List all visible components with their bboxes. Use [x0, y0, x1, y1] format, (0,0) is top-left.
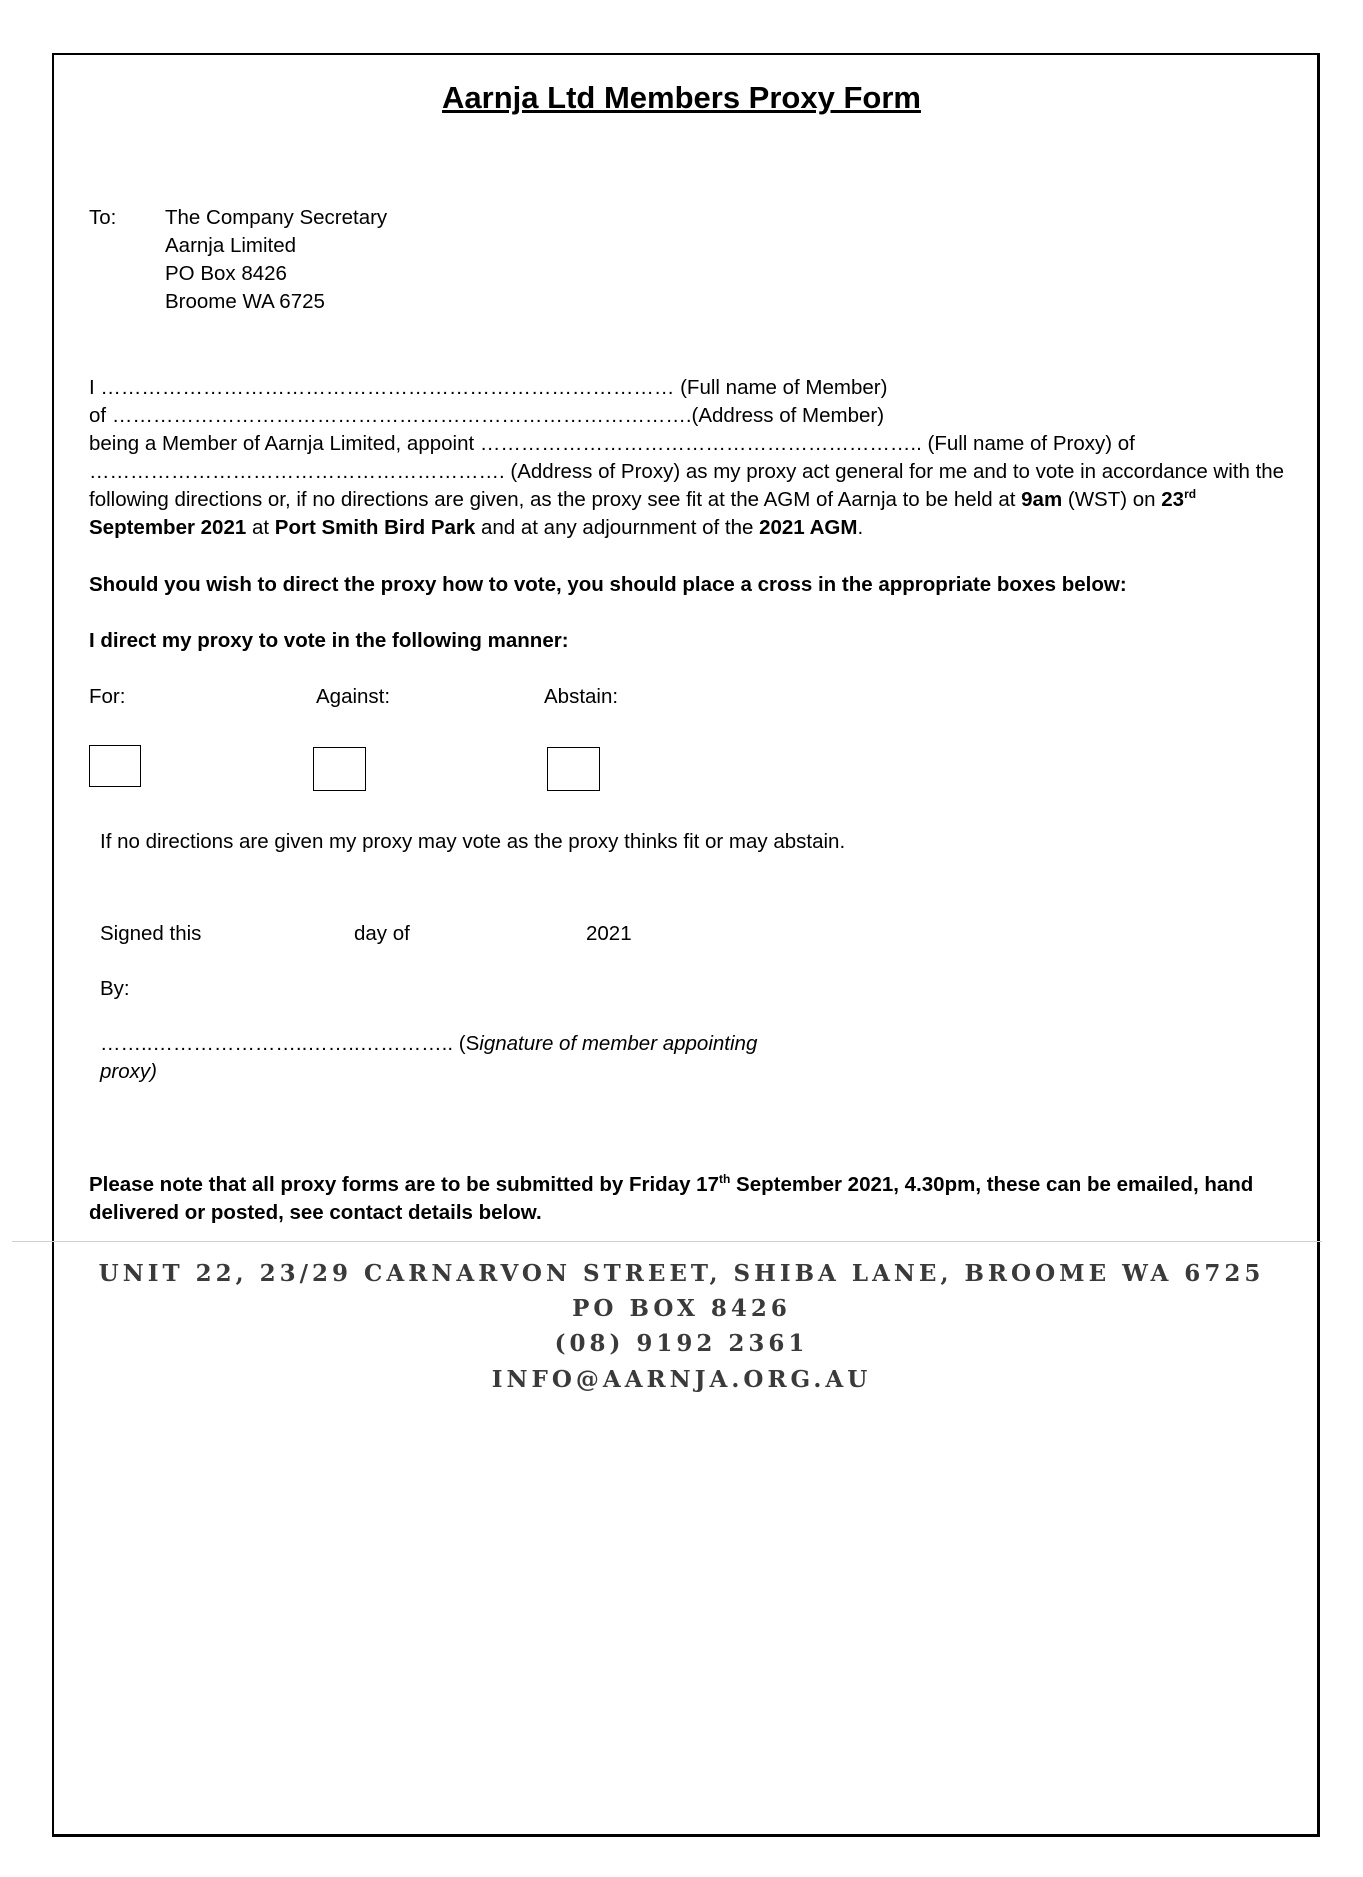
submission-notice-line-2: delivered or posted, see contact details below.	[89, 1201, 542, 1224]
member-address-field[interactable]: ………………………………………………………………………….	[111, 404, 692, 427]
addressee-line-4: Broome WA 6725	[165, 290, 325, 313]
member-address-label: (Address of Member)	[691, 404, 885, 427]
meeting-time: 9am	[1021, 488, 1063, 511]
addressee-line-2: Aarnja Limited	[165, 234, 297, 257]
signature-label: ignature of member appointing	[479, 1032, 758, 1055]
page-border	[52, 53, 1320, 1837]
contact-po-box: PO BOX 8426	[572, 1295, 791, 1322]
signature-open: (S	[458, 1032, 480, 1055]
direct-heading: I direct my proxy to vote in the following manner:	[89, 629, 569, 652]
submission-notice-line-1: Please note that all proxy forms are to be submitted by Friday 17th September 2021, 4.30pm, these can be emailed, hand	[89, 1172, 1254, 1196]
abstain-label: Abstain:	[544, 685, 619, 708]
member-name-line	[89, 374, 887, 402]
against-label: Against:	[316, 685, 391, 708]
abstain-checkbox[interactable]	[547, 747, 600, 791]
meeting-timezone: (WST) on	[1067, 488, 1156, 511]
proxy-name-field[interactable]: ………………………………………………………..	[479, 432, 922, 455]
contact-email: INFO@AARNJA.ORG.AU	[491, 1366, 872, 1393]
no-direction-note: If no directions are given my proxy may vote as the proxy thinks fit or may abstain.	[100, 830, 846, 853]
appoint-text: being a Member of Aarnja Limited, appoint	[89, 432, 475, 455]
to-label: To:	[89, 206, 117, 229]
at-text: at	[251, 516, 270, 539]
contact-address: UNIT 22, 23/29 CARNARVON STREET, SHIBA LANE, BROOME WA 6725	[98, 1260, 1265, 1287]
against-checkbox[interactable]	[313, 747, 366, 791]
meeting-details-line	[89, 514, 863, 542]
meeting-venue: Port Smith Bird Park	[274, 516, 476, 539]
contact-phone: (08) 9192 2361	[554, 1330, 809, 1357]
proxy-address-text: (Address of Proxy) as my proxy act general for me and to vote in accordance with the	[510, 460, 1285, 483]
member-address-prefix: of	[89, 404, 107, 427]
day-of-label: day of	[354, 922, 410, 945]
member-name-label: (Full name of Member)	[680, 376, 888, 399]
member-address-line	[89, 402, 884, 430]
addressee-line-3: PO Box 8426	[165, 262, 287, 285]
addressee-line-1: The Company Secretary	[165, 206, 388, 229]
proxy-address-field[interactable]: …………………………………………………….	[89, 460, 505, 483]
directions-line	[89, 486, 1196, 514]
page-title: Aarnja Ltd Members Proxy Form	[442, 80, 921, 115]
member-name-field[interactable]: …………………………………………………………………………	[100, 376, 675, 399]
signing-year: 2021	[586, 922, 632, 945]
footer-divider	[12, 1241, 1322, 1242]
signature-line	[100, 1030, 757, 1058]
signature-field[interactable]: ……..…………………..……..…………..	[100, 1032, 454, 1055]
signature-label-continued: proxy)	[100, 1060, 157, 1083]
for-label: For:	[89, 685, 126, 708]
proxy-name-line	[89, 430, 1135, 458]
meeting-day: 23rd	[1161, 487, 1197, 511]
period: .	[857, 516, 864, 539]
proxy-address-line	[89, 458, 1284, 486]
meeting-date: September 2021	[89, 516, 247, 539]
voting-instruction: Should you wish to direct the proxy how to vote, you should place a cross in the appropriate boxes below:	[89, 573, 1127, 596]
proxy-name-label: (Full name of Proxy) of	[927, 432, 1135, 455]
for-checkbox[interactable]	[89, 745, 141, 787]
adjournment-text: and at any adjournment of the	[480, 516, 754, 539]
signed-this-label: Signed this	[100, 922, 202, 945]
directions-text: following directions or, if no directions are given, as the proxy see fit at the AGM of Aarnja to be held at	[89, 488, 1016, 511]
member-name-prefix: I	[89, 376, 95, 399]
by-label: By:	[100, 977, 130, 1000]
agm-name: 2021 AGM	[759, 516, 858, 539]
